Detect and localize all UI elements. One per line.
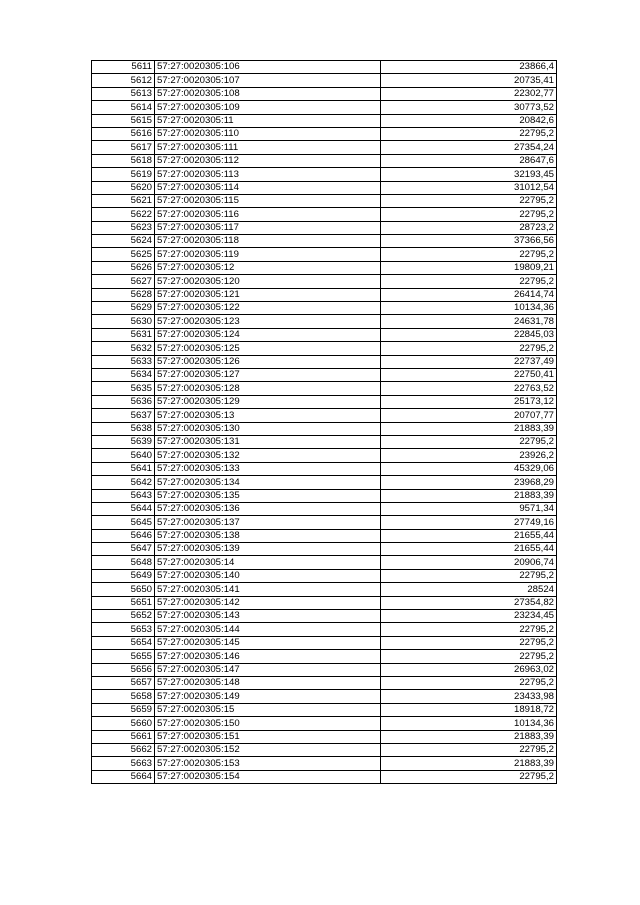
table-row [92,730,557,743]
cadastral-number-cell: 57:27:0020305:106 [155,61,381,74]
table-row [92,355,557,368]
cadastral-number-cell: 57:27:0020305:137 [155,516,381,529]
table-body [92,61,557,784]
data-table [91,60,557,784]
table-row [92,663,557,676]
value-cell: 28647,6 [381,154,557,167]
table-row [92,583,557,596]
table-row [92,127,557,140]
value-cell: 23234,45 [381,610,557,623]
cadastral-number-cell: 57:27:0020305:118 [155,235,381,248]
value-cell: 22795,2 [381,127,557,140]
cadastral-number-cell: 57:27:0020305:11 [155,114,381,127]
table-row [92,368,557,381]
cadastral-number-cell: 57:27:0020305:114 [155,181,381,194]
value-cell: 25173,12 [381,395,557,408]
table-row [92,208,557,221]
value-cell: 21883,39 [381,489,557,502]
table-row [92,342,557,355]
value-cell: 9571,34 [381,502,557,515]
value-cell: 22795,2 [381,650,557,663]
table-row [92,61,557,74]
cadastral-number-cell: 57:27:0020305:14 [155,556,381,569]
table-row [92,462,557,475]
table-row [92,87,557,100]
value-cell: 27354,82 [381,596,557,609]
value-cell: 21883,39 [381,757,557,770]
value-cell: 22763,52 [381,382,557,395]
table-row [92,181,557,194]
cadastral-number-cell: 57:27:0020305:147 [155,663,381,676]
row-number-cell: 5651 [92,596,155,609]
row-number-cell: 5654 [92,636,155,649]
row-number-cell: 5663 [92,757,155,770]
table-row [92,288,557,301]
cadastral-number-cell: 57:27:0020305:128 [155,382,381,395]
table-row [92,676,557,689]
table-row [92,101,557,114]
row-number-cell: 5655 [92,650,155,663]
cadastral-number-cell: 57:27:0020305:12 [155,261,381,274]
row-number-cell: 5617 [92,141,155,154]
row-number-cell: 5616 [92,127,155,140]
row-number-cell: 5648 [92,556,155,569]
cadastral-number-cell: 57:27:0020305:123 [155,315,381,328]
value-cell: 20906,74 [381,556,557,569]
row-number-cell: 5620 [92,181,155,194]
cadastral-number-cell: 57:27:0020305:112 [155,154,381,167]
cadastral-number-cell: 57:27:0020305:124 [155,328,381,341]
cadastral-number-cell: 57:27:0020305:141 [155,583,381,596]
value-cell: 22795,2 [381,194,557,207]
table-row [92,114,557,127]
cadastral-number-cell: 57:27:0020305:115 [155,194,381,207]
table-row [92,743,557,756]
value-cell: 22795,2 [381,636,557,649]
row-number-cell: 5631 [92,328,155,341]
row-number-cell: 5624 [92,235,155,248]
table-row [92,650,557,663]
table-row [92,556,557,569]
cadastral-number-cell: 57:27:0020305:135 [155,489,381,502]
table-row [92,302,557,315]
value-cell: 21883,39 [381,422,557,435]
row-number-cell: 5625 [92,248,155,261]
value-cell: 22795,2 [381,743,557,756]
row-number-cell: 5611 [92,61,155,74]
cadastral-number-cell: 57:27:0020305:138 [155,529,381,542]
value-cell: 26963,02 [381,663,557,676]
value-cell: 22795,2 [381,342,557,355]
table-row [92,476,557,489]
row-number-cell: 5623 [92,221,155,234]
row-number-cell: 5658 [92,690,155,703]
row-number-cell: 5618 [92,154,155,167]
cadastral-number-cell: 57:27:0020305:142 [155,596,381,609]
value-cell: 10134,36 [381,717,557,730]
row-number-cell: 5650 [92,583,155,596]
row-number-cell: 5656 [92,663,155,676]
table-row [92,449,557,462]
value-cell: 37366,56 [381,235,557,248]
cadastral-number-cell: 57:27:0020305:13 [155,409,381,422]
row-number-cell: 5637 [92,409,155,422]
table-row [92,409,557,422]
value-cell: 21655,44 [381,543,557,556]
row-number-cell: 5642 [92,476,155,489]
value-cell: 22795,2 [381,623,557,636]
table-row [92,489,557,502]
cadastral-number-cell: 57:27:0020305:132 [155,449,381,462]
value-cell: 28524 [381,583,557,596]
table-row [92,636,557,649]
table-row [92,502,557,515]
row-number-cell: 5635 [92,382,155,395]
table-row [92,315,557,328]
table-row [92,569,557,582]
row-number-cell: 5630 [92,315,155,328]
value-cell: 31012,54 [381,181,557,194]
cadastral-number-cell: 57:27:0020305:15 [155,703,381,716]
value-cell: 27354,24 [381,141,557,154]
value-cell: 20842,6 [381,114,557,127]
row-number-cell: 5638 [92,422,155,435]
row-number-cell: 5664 [92,770,155,783]
value-cell: 22737,49 [381,355,557,368]
row-number-cell: 5622 [92,208,155,221]
table-row [92,261,557,274]
value-cell: 23926,2 [381,449,557,462]
table-row [92,543,557,556]
table-row [92,328,557,341]
value-cell: 22795,2 [381,435,557,448]
cadastral-number-cell: 57:27:0020305:143 [155,610,381,623]
row-number-cell: 5641 [92,462,155,475]
row-number-cell: 5644 [92,502,155,515]
value-cell: 22795,2 [381,208,557,221]
row-number-cell: 5621 [92,194,155,207]
cadastral-number-cell: 57:27:0020305:146 [155,650,381,663]
cadastral-number-cell: 57:27:0020305:152 [155,743,381,756]
value-cell: 18918,72 [381,703,557,716]
cadastral-number-cell: 57:27:0020305:109 [155,101,381,114]
table-row [92,516,557,529]
table-row [92,690,557,703]
cadastral-number-cell: 57:27:0020305:145 [155,636,381,649]
row-number-cell: 5660 [92,717,155,730]
table-row [92,610,557,623]
table-row [92,74,557,87]
row-number-cell: 5629 [92,302,155,315]
cadastral-number-cell: 57:27:0020305:111 [155,141,381,154]
cadastral-number-cell: 57:27:0020305:117 [155,221,381,234]
cadastral-number-cell: 57:27:0020305:134 [155,476,381,489]
row-number-cell: 5647 [92,543,155,556]
value-cell: 22795,2 [381,770,557,783]
value-cell: 20735,41 [381,74,557,87]
cadastral-number-cell: 57:27:0020305:154 [155,770,381,783]
row-number-cell: 5657 [92,676,155,689]
value-cell: 19809,21 [381,261,557,274]
row-number-cell: 5613 [92,87,155,100]
table-row [92,596,557,609]
row-number-cell: 5661 [92,730,155,743]
cadastral-number-cell: 57:27:0020305:130 [155,422,381,435]
row-number-cell: 5646 [92,529,155,542]
table-row [92,703,557,716]
value-cell: 23866,4 [381,61,557,74]
table-row [92,529,557,542]
cadastral-number-cell: 57:27:0020305:150 [155,717,381,730]
row-number-cell: 5633 [92,355,155,368]
table-row [92,717,557,730]
row-number-cell: 5614 [92,101,155,114]
value-cell: 22302,77 [381,87,557,100]
value-cell: 23968,29 [381,476,557,489]
row-number-cell: 5612 [92,74,155,87]
value-cell: 22845,03 [381,328,557,341]
value-cell: 28723,2 [381,221,557,234]
row-number-cell: 5659 [92,703,155,716]
table-row [92,435,557,448]
row-number-cell: 5649 [92,569,155,582]
cadastral-number-cell: 57:27:0020305:144 [155,623,381,636]
cadastral-number-cell: 57:27:0020305:148 [155,676,381,689]
row-number-cell: 5653 [92,623,155,636]
table-row [92,757,557,770]
cadastral-number-cell: 57:27:0020305:126 [155,355,381,368]
cadastral-number-cell: 57:27:0020305:131 [155,435,381,448]
table-row [92,770,557,783]
cadastral-number-cell: 57:27:0020305:113 [155,168,381,181]
row-number-cell: 5615 [92,114,155,127]
cadastral-number-cell: 57:27:0020305:125 [155,342,381,355]
table-row [92,275,557,288]
table-row [92,154,557,167]
row-number-cell: 5632 [92,342,155,355]
value-cell: 23433,98 [381,690,557,703]
value-cell: 22795,2 [381,275,557,288]
value-cell: 22795,2 [381,248,557,261]
value-cell: 45329,06 [381,462,557,475]
cadastral-number-cell: 57:27:0020305:139 [155,543,381,556]
table-row [92,235,557,248]
table-row [92,248,557,261]
value-cell: 32193,45 [381,168,557,181]
cadastral-number-cell: 57:27:0020305:149 [155,690,381,703]
cadastral-number-cell: 57:27:0020305:116 [155,208,381,221]
row-number-cell: 5643 [92,489,155,502]
row-number-cell: 5639 [92,435,155,448]
table-row [92,422,557,435]
cadastral-number-cell: 57:27:0020305:122 [155,302,381,315]
value-cell: 21655,44 [381,529,557,542]
cadastral-number-cell: 57:27:0020305:129 [155,395,381,408]
table-row [92,395,557,408]
row-number-cell: 5645 [92,516,155,529]
table-row [92,623,557,636]
table-row [92,168,557,181]
cadastral-number-cell: 57:27:0020305:120 [155,275,381,288]
table-row [92,194,557,207]
value-cell: 26414,74 [381,288,557,301]
value-cell: 27749,16 [381,516,557,529]
value-cell: 22795,2 [381,569,557,582]
value-cell: 10134,36 [381,302,557,315]
value-cell: 30773,52 [381,101,557,114]
row-number-cell: 5662 [92,743,155,756]
value-cell: 24631,78 [381,315,557,328]
row-number-cell: 5636 [92,395,155,408]
cadastral-number-cell: 57:27:0020305:153 [155,757,381,770]
cadastral-number-cell: 57:27:0020305:136 [155,502,381,515]
value-cell: 20707,77 [381,409,557,422]
cadastral-number-cell: 57:27:0020305:133 [155,462,381,475]
cadastral-number-cell: 57:27:0020305:119 [155,248,381,261]
cadastral-number-cell: 57:27:0020305:127 [155,368,381,381]
cadastral-number-cell: 57:27:0020305:151 [155,730,381,743]
row-number-cell: 5626 [92,261,155,274]
cadastral-number-cell: 57:27:0020305:107 [155,74,381,87]
table-row [92,141,557,154]
row-number-cell: 5627 [92,275,155,288]
value-cell: 22750,41 [381,368,557,381]
cadastral-number-cell: 57:27:0020305:110 [155,127,381,140]
row-number-cell: 5628 [92,288,155,301]
cadastral-number-cell: 57:27:0020305:121 [155,288,381,301]
row-number-cell: 5640 [92,449,155,462]
value-cell: 21883,39 [381,730,557,743]
cadastral-number-cell: 57:27:0020305:108 [155,87,381,100]
table-row [92,382,557,395]
row-number-cell: 5652 [92,610,155,623]
value-cell: 22795,2 [381,676,557,689]
row-number-cell: 5634 [92,368,155,381]
cadastral-number-cell: 57:27:0020305:140 [155,569,381,582]
row-number-cell: 5619 [92,168,155,181]
table-row [92,221,557,234]
